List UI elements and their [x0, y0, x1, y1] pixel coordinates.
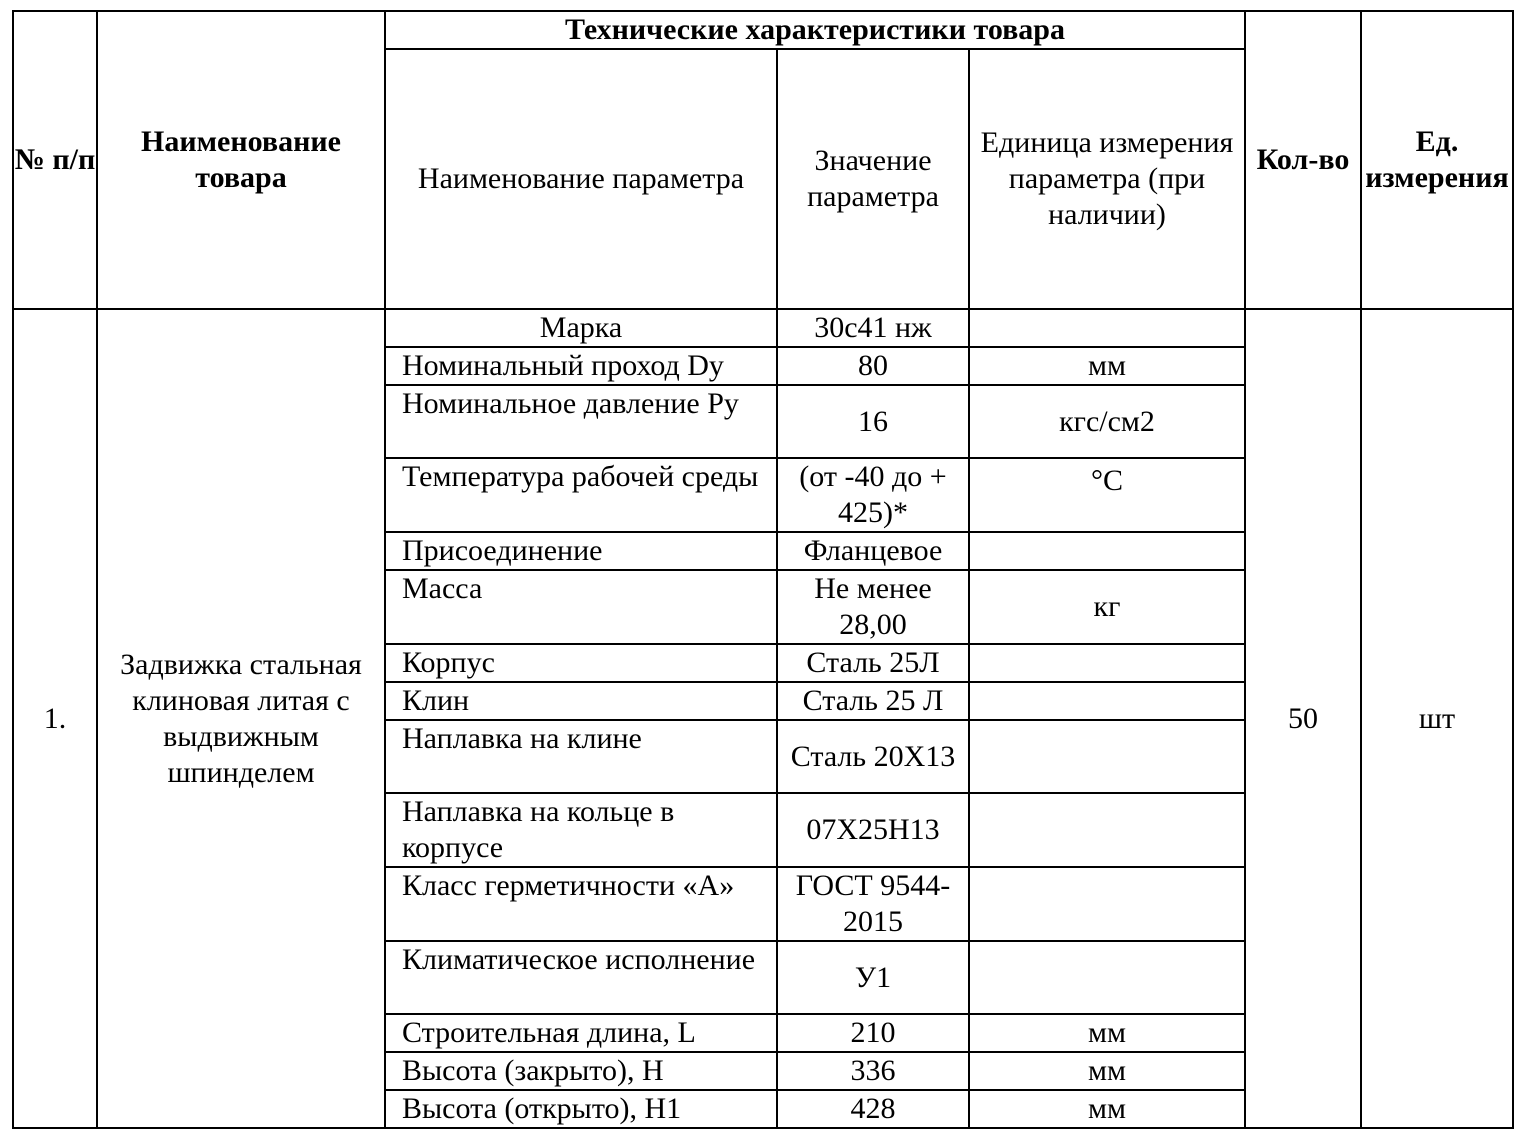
param-unit [969, 309, 1245, 347]
param-unit [969, 682, 1245, 720]
item-qty: 50 [1245, 309, 1361, 1128]
param-name: Масса [385, 570, 777, 644]
param-value: 428 [777, 1090, 969, 1128]
param-unit [969, 941, 1245, 1014]
param-value: 07Х25Н13 [777, 793, 969, 867]
param-name: Строительная длина, L [385, 1014, 777, 1052]
param-value: Сталь 25Л [777, 644, 969, 682]
param-name: Климатическое исполнение [385, 941, 777, 1014]
param-name: Высота (закрыто), H [385, 1052, 777, 1090]
param-value: 80 [777, 347, 969, 385]
param-value: Фланцевое [777, 532, 969, 570]
param-value: (от -40 до + 425)* [777, 458, 969, 532]
header-param-value: Значение параметра [777, 49, 969, 309]
param-unit: мм [969, 347, 1245, 385]
param-unit [969, 793, 1245, 867]
header-unit: Ед. измерения [1361, 11, 1513, 309]
header-name: Наименование товара [97, 11, 385, 309]
header-tech-group: Технические характеристики товара [385, 11, 1245, 49]
item-num: 1. [13, 309, 97, 1128]
param-value: ГОСТ 9544-2015 [777, 867, 969, 941]
param-name: Клин [385, 682, 777, 720]
param-name: Высота (открыто), H1 [385, 1090, 777, 1128]
param-unit [969, 867, 1245, 941]
param-unit: мм [969, 1090, 1245, 1128]
param-value: У1 [777, 941, 969, 1014]
param-unit [969, 644, 1245, 682]
header-param-name: Наименование параметра [385, 49, 777, 309]
param-unit: мм [969, 1052, 1245, 1090]
param-value: 336 [777, 1052, 969, 1090]
spec-table [12, 10, 1514, 1129]
param-name: Корпус [385, 644, 777, 682]
param-name: Наплавка на клине [385, 720, 777, 793]
param-unit [969, 532, 1245, 570]
param-unit: мм [969, 1014, 1245, 1052]
param-value: 16 [777, 385, 969, 458]
param-name: Номинальное давление Py [385, 385, 777, 458]
param-name: Класс герметичности «А» [385, 867, 777, 941]
param-unit: °C [969, 458, 1245, 532]
header-qty: Кол-во [1245, 11, 1361, 309]
param-name: Температура рабочей среды [385, 458, 777, 532]
param-value: 30с41 нж [777, 309, 969, 347]
param-name: Наплавка на кольце в корпусе [385, 793, 777, 867]
item-unit: шт [1361, 309, 1513, 1128]
param-value: 210 [777, 1014, 969, 1052]
param-value: Сталь 25 Л [777, 682, 969, 720]
param-unit: кгс/см2 [969, 385, 1245, 458]
param-value: Сталь 20Х13 [777, 720, 969, 793]
param-name: Номинальный проход Dy [385, 347, 777, 385]
header-param-unit: Единица измерения параметра (при наличии) [969, 49, 1245, 309]
param-name: Присоединение [385, 532, 777, 570]
item-name: Задвижка стальная клиновая литая с выдвижным шпинделем [97, 309, 385, 1128]
param-value: Не менее 28,00 [777, 570, 969, 644]
param-unit: кг [969, 570, 1245, 644]
param-name: Марка [385, 309, 777, 347]
header-num: № п/п [13, 11, 97, 309]
param-unit [969, 720, 1245, 793]
